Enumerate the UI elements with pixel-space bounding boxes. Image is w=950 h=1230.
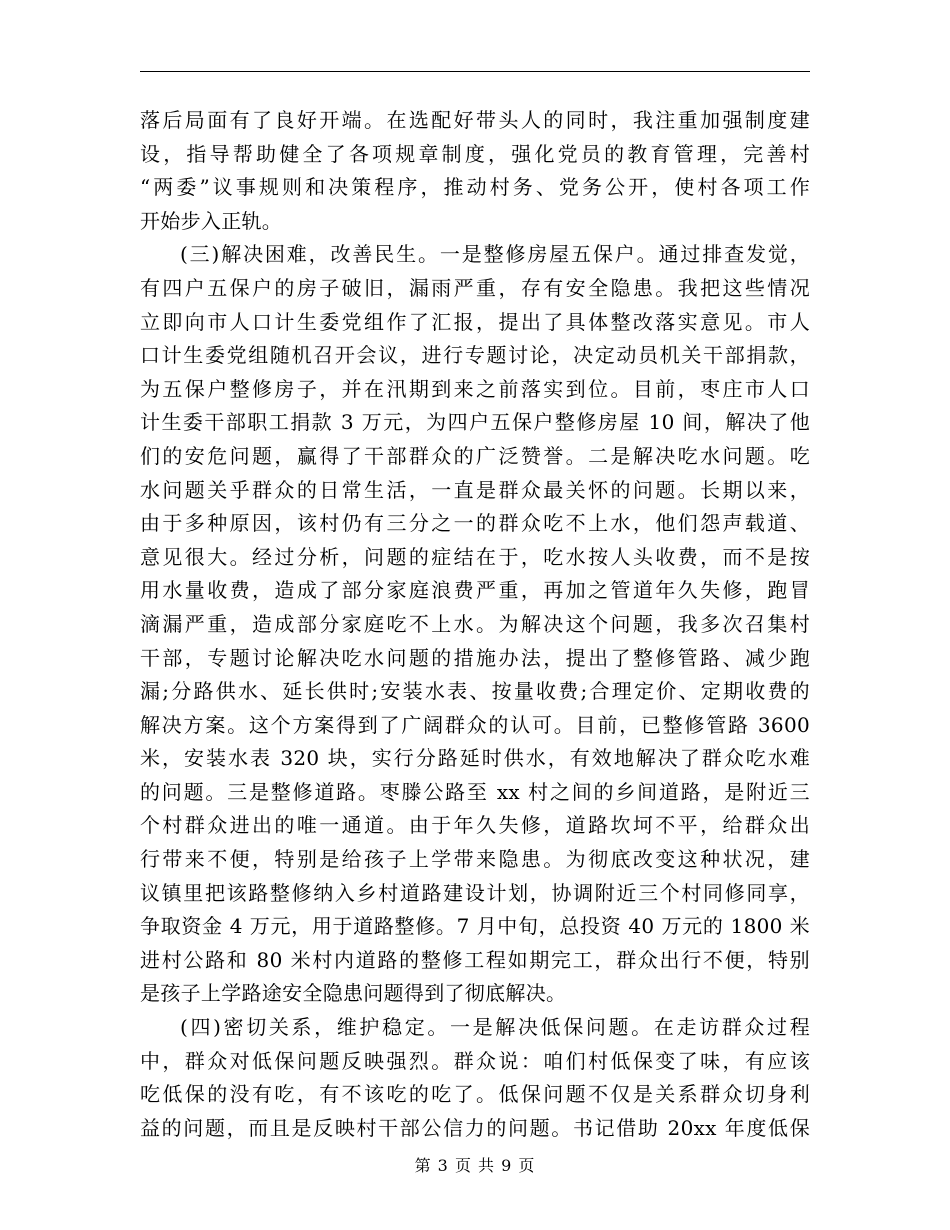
text-line: 米，安装水表 320 块，实行分路延时供水，有效地解决了群众吃水难 bbox=[140, 746, 810, 771]
text-line: 益的问题，而且是反映村干部公信力的问题。书记借助 20xx 年度低保 bbox=[140, 1115, 810, 1140]
text-line: 有四户五保户的房子破旧，漏雨严重，存有安全隐患。我把这些情况 bbox=[140, 275, 810, 300]
text-line: 争取资金 4 万元，用于道路整修。7 月中旬，总投资 40 万元的 1800 米 bbox=[140, 914, 810, 939]
text-line: (三)解决困难，改善民生。一是整修房屋五保户。通过排查发觉， bbox=[180, 242, 810, 267]
text-line: 漏;分路供水、延长供时;安装水表、按量收费;合理定价、定期收费的 bbox=[140, 679, 810, 704]
text-line: 设，指导帮助健全了各项规章制度，强化党员的教育管理，完善村 bbox=[140, 141, 810, 166]
text-line: 口计生委党组随机召开会议，进行专题讨论，决定动员机关干部捐款， bbox=[140, 343, 810, 368]
text-line: (四)密切关系，维护稳定。一是解决低保问题。在走访群众过程 bbox=[180, 1015, 810, 1040]
text-line: 议镇里把该路整修纳入乡村道路建设计划，协调附近三个村同修同享， bbox=[140, 880, 810, 905]
text-line: 吃低保的没有吃，有不该吃的吃了。低保问题不仅是关系群众切身利 bbox=[140, 1082, 810, 1107]
text-line: 行带来不便，特别是给孩子上学带来隐患。为彻底改变这种状况，建 bbox=[140, 847, 810, 872]
text-line: 滴漏严重，造成部分家庭吃不上水。为解决这个问题，我多次召集村 bbox=[140, 611, 810, 636]
text-line: 中，群众对低保问题反映强烈。群众说：咱们村低保变了味，有应该 bbox=[140, 1048, 810, 1073]
text-line: 落后局面有了良好开端。在选配好带头人的同时，我注重加强制度建 bbox=[140, 108, 810, 132]
text-line: 个村群众进出的唯一通道。由于年久失修，道路坎坷不平，给群众出 bbox=[140, 813, 810, 838]
text-line: 解决方案。这个方案得到了广阔群众的认可。目前，已整修管路 3600 bbox=[140, 712, 810, 737]
document-body bbox=[140, 104, 810, 1145]
text-line: 开始步入正轨。 bbox=[140, 208, 283, 233]
header-rule bbox=[140, 71, 810, 72]
text-line: 是孩子上学路途安全隐患问题得到了彻底解决。 bbox=[140, 981, 567, 1006]
text-line: 进村公路和 80 米村内道路的整修工程如期完工，群众出行不便，特别 bbox=[140, 947, 810, 972]
text-line: “两委”议事规则和决策程序，推动村务、党务公开，使村各项工作 bbox=[140, 175, 810, 200]
text-line: 用水量收费，造成了部分家庭浪费严重，再加之管道年久失修，跑冒 bbox=[140, 578, 810, 603]
page-number: 第 3 页 共 9 页 bbox=[414, 1156, 536, 1175]
text-line: 意见很大。经过分析，问题的症结在于，吃水按人头收费，而不是按 bbox=[140, 544, 810, 569]
text-line: 水问题关乎群众的日常生活，一直是群众最关怀的问题。长期以来， bbox=[140, 477, 810, 502]
text-line: 们的安危问题，赢得了干部群众的广泛赞誉。二是解决吃水问题。吃 bbox=[140, 443, 810, 468]
text-line: 立即向市人口计生委党组作了汇报，提出了具体整改落实意见。市人 bbox=[140, 309, 810, 334]
text-line: 为五保户整修房子，并在汛期到来之前落实到位。目前，枣庄市人口 bbox=[140, 376, 810, 401]
text-line: 由于多种原因，该村仍有三分之一的群众吃不上水，他们怨声载道、 bbox=[140, 511, 810, 536]
text-line: 干部，专题讨论解决吃水问题的措施办法，提出了整修管路、减少跑 bbox=[140, 645, 810, 670]
text-line: 的问题。三是整修道路。枣滕公路至 xx 村之间的乡间道路，是附近三 bbox=[140, 779, 810, 804]
text-line: 计生委干部职工捐款 3 万元，为四户五保户整修房屋 10 间，解决了他 bbox=[140, 410, 810, 435]
